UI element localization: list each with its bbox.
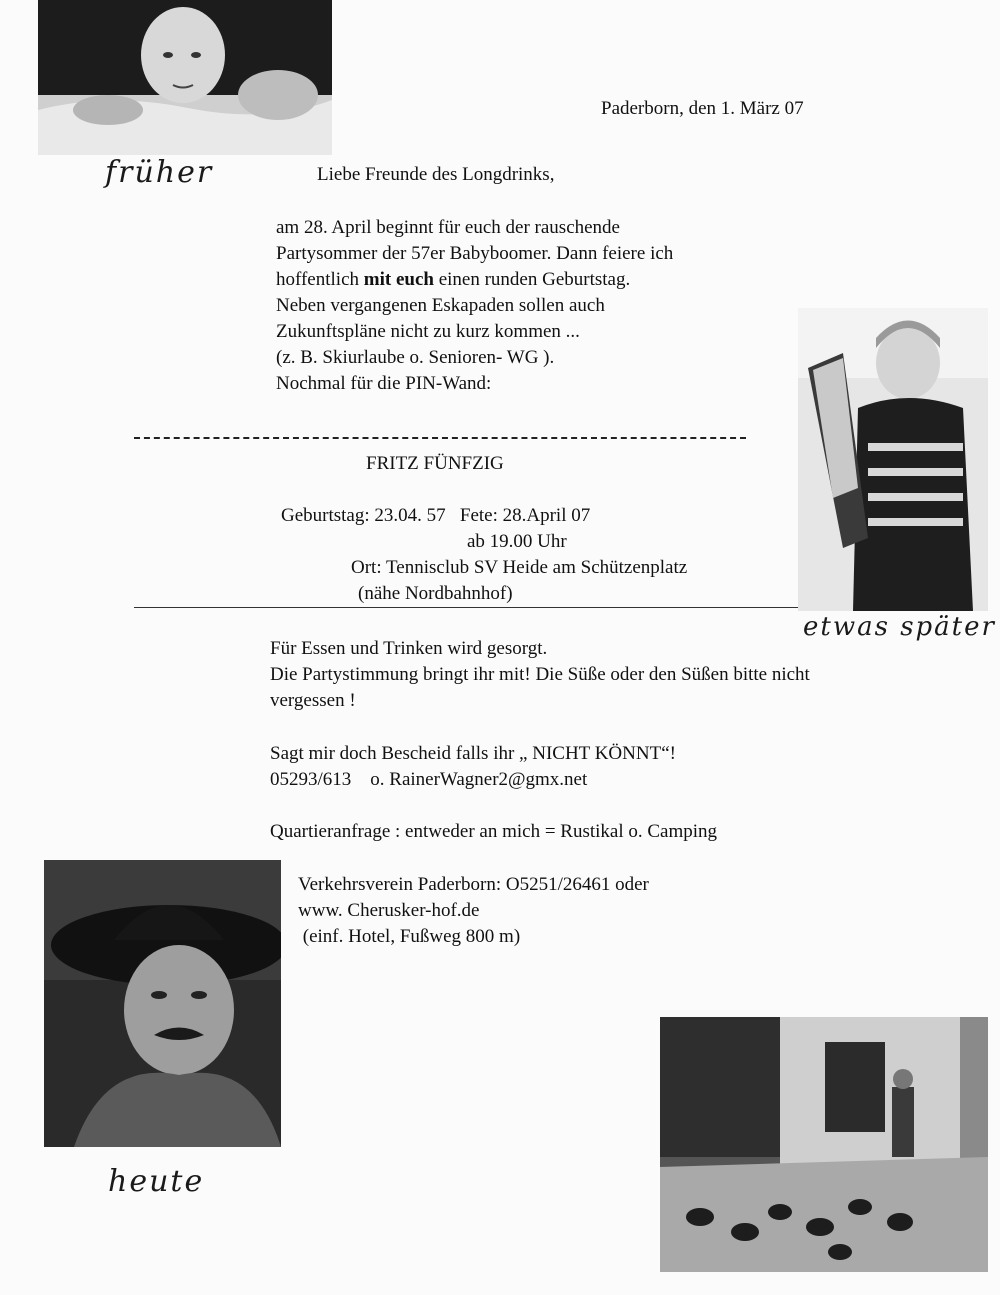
schoolboy-photo <box>798 308 988 611</box>
tourism-line-3: (einf. Hotel, Fußweg 800 m) <box>298 926 521 947</box>
tourism-line-1: Verkehrsverein Paderborn: O5251/26461 oder <box>298 874 649 895</box>
solid-divider <box>134 607 798 608</box>
intro-line-2: Partysommer der 57er Babyboomer. Dann feiere ich <box>276 243 674 264</box>
intro-line-4: Neben vergangenen Eskapaden sollen auch <box>276 295 605 316</box>
rsvp-note: Sagt mir doch Bescheid falls ihr „ NICHT KÖNNT“! <box>270 743 676 764</box>
event-time: ab 19.00 Uhr <box>467 531 567 552</box>
intro-line-3 <box>276 267 630 293</box>
place-date: Paderborn, den 1. März 07 <box>601 98 804 119</box>
old-man-photo <box>44 860 281 1147</box>
food-note: Für Essen und Trinken wird gesorgt. <box>270 638 548 659</box>
intro-line-3a: hoffentlich <box>276 269 360 290</box>
mood-line-1: Die Partystimmung bringt ihr mit! Die Süße oder den Süßen bitte nicht <box>270 664 810 685</box>
caption-today: heute <box>108 1164 205 1199</box>
baby-photo <box>38 0 332 155</box>
intro-line-6: (z. B. Skiurlaube o. Senioren- WG ). <box>276 347 555 368</box>
mood-line-2: vergessen ! <box>270 690 356 711</box>
event-dates: Geburtstag: 23.04. 57 Fete: 28.April 07 <box>281 505 591 526</box>
event-location-note: (nähe Nordbahnhof) <box>358 583 513 604</box>
farmyard-photo <box>660 1017 988 1272</box>
intro-line-3b: einen runden Geburtstag. <box>438 269 631 290</box>
lodging-note: Quartieranfrage : entweder an mich = Rustikal o. Camping <box>270 821 718 842</box>
intro-emphasis: mit euch <box>363 269 434 290</box>
dashed-divider <box>134 437 746 439</box>
intro-line-7: Nochmal für die PIN-Wand: <box>276 373 492 394</box>
event-location: Ort: Tennisclub SV Heide am Schützenplatz <box>351 557 688 578</box>
contact-info: 05293/613 o. RainerWagner2@gmx.net <box>270 769 588 790</box>
caption-later: etwas später <box>803 612 996 642</box>
event-title: FRITZ FÜNFZIG <box>366 453 504 474</box>
tourism-line-2: www. Cherusker-hof.de <box>298 900 480 921</box>
caption-early: früher <box>105 155 214 190</box>
greeting: Liebe Freunde des Longdrinks, <box>317 164 555 185</box>
intro-line-1: am 28. April beginnt für euch der rauschende <box>276 217 620 238</box>
intro-line-5: Zukunftspläne nicht zu kurz kommen ... <box>276 321 580 342</box>
